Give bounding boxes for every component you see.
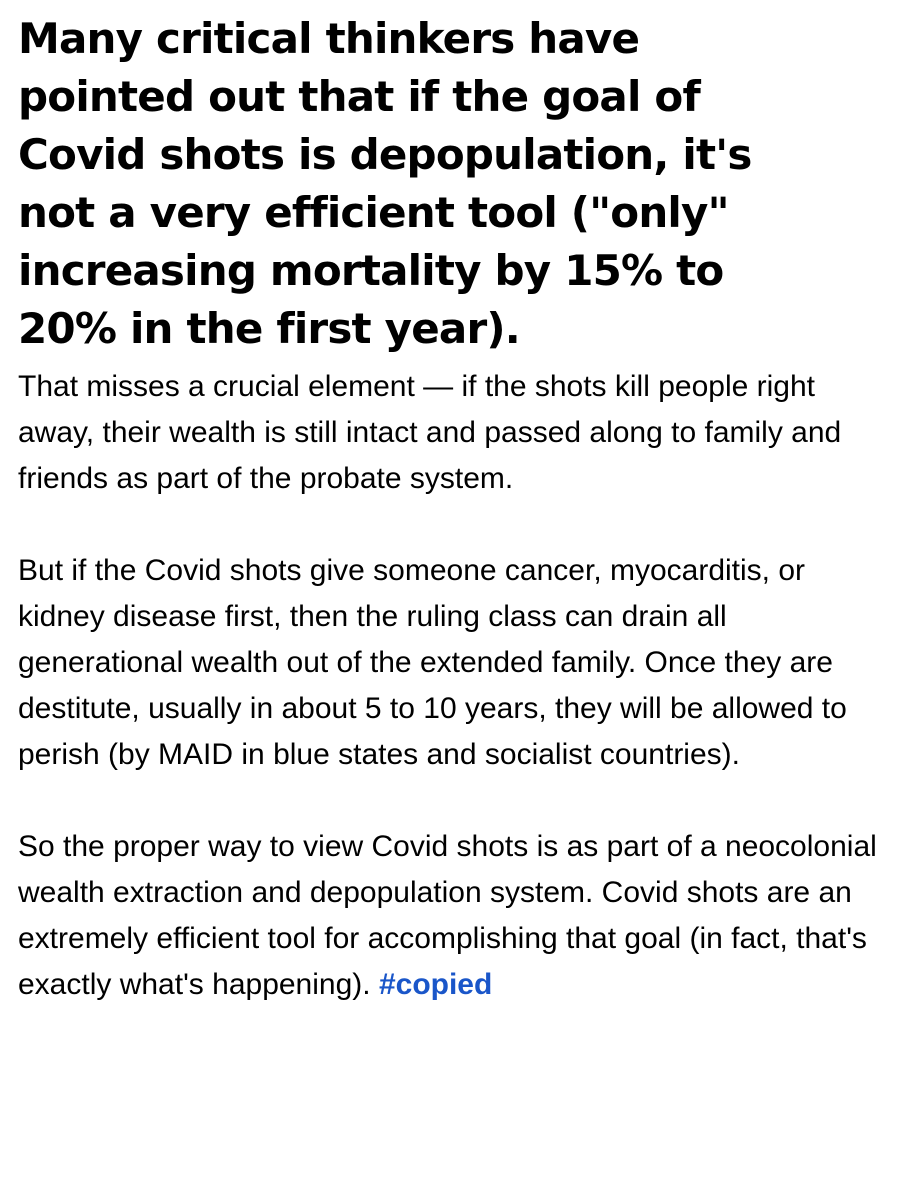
paragraph-1: That misses a crucial element — if the shots kill people right away, their wealth is still intact and passed along to family and friends as part of the probate system.	[18, 370, 842, 495]
paragraph-2: But if the Covid shots give someone cancer, myocarditis, or kidney disease first, then the ruling class can drain all generational wealth out of the extended family. Once they are destitute, usually in about 5 to 10 years, they will be allowed to perish (by MAID in blue states and socialist countries).	[18, 554, 847, 771]
paragraph-3-text: So the proper way to view Covid shots is as part of a neocolonial wealth extraction and depopulation system. Covid shots are an extremely efficient tool for accomplishing that goal (in fact, that's exactly what's happening).	[18, 830, 877, 1001]
post-body	[18, 364, 886, 1008]
post-headline: Many critical thinkers have pointed out that if the goal of Covid shots is depopulation, it's not a very efficient tool ("only" increasing mortality by 15% to 20% in the first year).	[18, 14, 752, 353]
hashtag-link[interactable]: #copied	[378, 968, 493, 1001]
post-content	[18, 10, 886, 1008]
paragraph-3	[18, 824, 886, 1008]
